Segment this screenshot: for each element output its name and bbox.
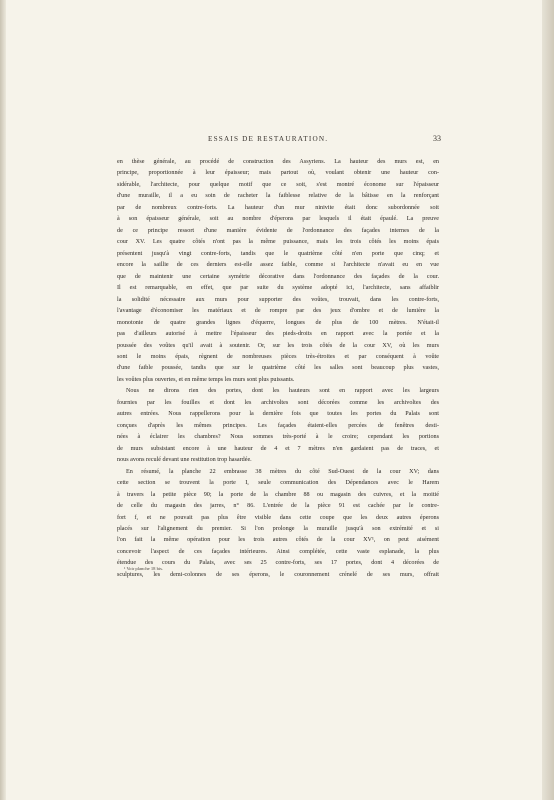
text-line: nées à éclairer les chambres? Nous sommes très-porté à le croire; cependant les portions (117, 434, 439, 441)
text-line: de murs subsistant encore à une hauteur de 4 et 7 mètres n'en gardaient pas de traces, et (117, 445, 439, 452)
text-line: fort f, et ne pouvait pas plus être visible dans cette coupe que les deux autres éperons (117, 514, 439, 521)
text-line: de celle du magasin des jarres, n° 86. L'entrée de la pièce 91 est cachée par le contre- (117, 503, 439, 510)
page-right-shadow (542, 0, 554, 800)
text-line: concevoir l'aspect de ces façades intérieures. Ainsi complétée, cette vaste esplanade, la plus (117, 548, 439, 555)
text-line: pas d'ailleurs autorisé à mettre l'épaisseur des pieds-droits en rapport avec la portée et la (117, 331, 439, 338)
body-text (117, 157, 439, 581)
text-line: Il est remarquable, en effet, que par suite du système adopté ici, l'architecte, sans affaiblir (117, 285, 439, 292)
text-line: Nous ne dirons rien des portes, dont les hauteurs sont en rapport avec les largeurs (126, 388, 439, 395)
text-line: présentent jusqu'à vingt contre-forts, tandis que le quatrième côté n'en porte que cinq; et (117, 250, 439, 257)
text-line: conçues d'après les mêmes principes. Les façades étaient-elles percées de fenêtres desti- (117, 422, 439, 429)
text-line: les voûtes plus ouvertes, et en même temps les murs sont plus puissants. (117, 376, 295, 383)
text-line: de ce principe ressort d'une manière évidente de l'ordonnance des façades internes de la (117, 227, 439, 234)
text-line: que de maintenir une certaine symétrie décorative dans l'ordonnance des façades de la cour. (117, 273, 439, 280)
text-line: à travers la petite pièce 90; la porte de la chambre 88 ou magasin des cuivres, et la moitié (117, 491, 439, 498)
page-number: 33 (433, 134, 441, 143)
text-line: cour XV. Les quatre côtés n'ont pas la même puissance, mais les trois côtés les moins épais (117, 239, 439, 246)
text-line: à son épaisseur générale, soit au nombre d'éperons par lesquels il était épaulé. La preuve (117, 216, 439, 223)
text-line: principe, proportionnée à leur épaisseur; mais partout où, voulant obtenir une hauteur con- (117, 170, 439, 177)
text-line: étendue des cours du Palais, avec ses 25 contre-forts, ses 17 portes, dont 4 décorées de (117, 560, 439, 567)
text-line: sculptures, les demi-colonnes de ses éperons, le couronnement crénelé de ses murs, offrait (117, 571, 439, 578)
text-line: en thèse générale, au procédé de construction des Assyriens. La hauteur des murs est, en (117, 159, 439, 165)
text-line: En résumé, la planche 22 embrasse 38 mètres du côté Sud-Ouest de la cour XV; dans (126, 468, 439, 475)
text-line: sont le moins épais, règnent de nombreuses pièces très-étroites et par conséquent à voûte (117, 353, 439, 360)
text-line: poussée des voûtes qu'il avait à soutenir. Or, sur les trois côtés de la cour XV, où les murs (117, 342, 439, 349)
text-line: d'une faible poussée, tandis que sur le quatrième côté les salles sont beaucoup plus vastes, (117, 365, 439, 372)
text-line: encore la saillie de ces derniers est-elle assez faible, comme si l'architecte n'avait eu en vue (117, 262, 439, 269)
text-line: nous avons reculé devant une restitution trop hasardée. (117, 457, 252, 464)
text-line: monotonie de quatre grandes lignes d'équerre, longues de plus de 100 mètres. N'était-il (117, 319, 439, 326)
text-line: l'on fait la même opération pour les trois autres côtés de la cour XV¹, on peut aisément (117, 537, 439, 544)
text-line: sidérable, l'architecte, pour quelque motif que ce soit, s'est montré économe sur l'épaisseur (117, 181, 439, 188)
text-line: d'une muraille, il a eu soin de racheter la faiblesse relative de la bâtisse en la renforçant (117, 193, 439, 200)
text-line: la solidité nécessaire aux murs pour supporter des voûtes, trouvait, dans les contre-forts, (117, 296, 439, 303)
text-line: cette section se trouvent la porte I, seule communication des Dépendances avec le Harem (117, 480, 439, 487)
text-line: autres entrées. Nous rappellerons pour la dernière fois que toutes les portes du Palais sont (117, 411, 439, 418)
text-line: placés sur l'alignement du premier. Si l'on prolonge la muraille jusqu'à son extrémité et si (117, 526, 439, 532)
text-line: par de nombreux contre-forts. La hauteur d'un mur ninivite était donc subordonnée soit (117, 204, 439, 211)
text-line: fournies par les fouilles et dont les archivoltes sont décorées comme les archivoltes des (117, 399, 439, 406)
running-head: ESSAIS DE RESTAURATION. (208, 135, 329, 143)
text-line: l'avantage d'économiser les matériaux et de rompre par des jeux d'ombre et de lumière la (117, 308, 439, 315)
footnote: ¹ Voir planche 18 bis. (124, 566, 164, 571)
